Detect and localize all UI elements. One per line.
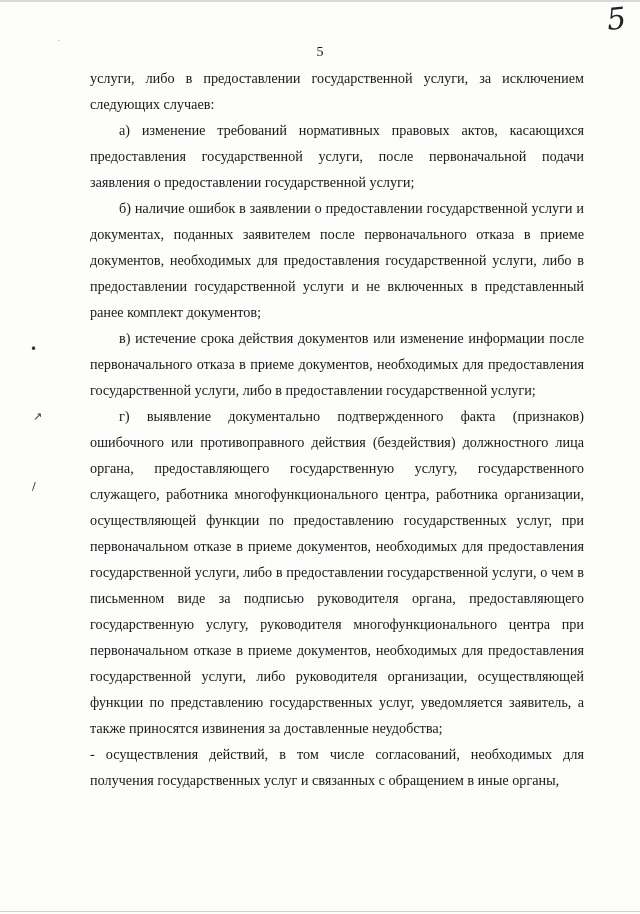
handwritten-page-number: 5 [605, 1, 628, 38]
paragraph-item-g: г) выявление документально подтвержденного факта (признаков) ошибочного или противоправного действия (бездействия) должностного лица органа, предоставляющего государственную услугу, государственного служащего, работника многофункционального центра, работника организации, осуществляющей функции по предоставлению государственных услуг, при первоначальном отказе в приеме документов, необходимых для предоставления государственной услуги, либо в предоставлении государственной услуги, о чем в письменном виде за подписью руководителя органа, предоставляющего государственную услугу, руководителя многофункционального центра при первоначальном отказе в приеме документов, необходимых для предоставления государственной услуги, либо руководителя организации, осуществляющей функции по представлению государственных услуг, уведомляется заявитель, а также приносятся извинения за доставленные неудобства; [90, 409, 584, 737]
scan-bottom-edge [0, 911, 640, 912]
scan-speck: · [58, 38, 60, 45]
paragraph-continuation: услуги, либо в предоставлении государственной услуги, за исключением следующих случаев: [90, 71, 584, 113]
document-body [90, 66, 584, 794]
page-number: 5 [316, 45, 324, 60]
paragraph-dash-item: - осуществления действий, в том числе согласований, необходимых для получения государственных услуг и связанных с обращением в иные органы, [90, 747, 584, 789]
paragraph-item-a: а) изменение требований нормативных правовых актов, касающихся предоставления государственной услуги, после первоначальной подачи заявления о предоставлении государственной услуги; [90, 123, 584, 191]
paragraph-item-b: б) наличие ошибок в заявлении о предоставлении государственной услуги и документах, поданных заявителем после первоначального отказа в приеме документов, необходимых для предоставления государственной услуги, либо в предоставлении государственной услуги и не включенных в представленный ранее комплект документов; [90, 201, 584, 321]
scan-speck: • [30, 342, 38, 356]
scan-top-edge [0, 0, 640, 2]
paragraph-item-v: в) истечение срока действия документов или изменение информации после первоначального отказа в приеме документов, необходимых для предоставления государственной услуги, либо в предоставлении государственной услуги; [90, 331, 584, 399]
scan-speck: / [32, 480, 36, 493]
scan-speck: ↗ [33, 410, 43, 423]
